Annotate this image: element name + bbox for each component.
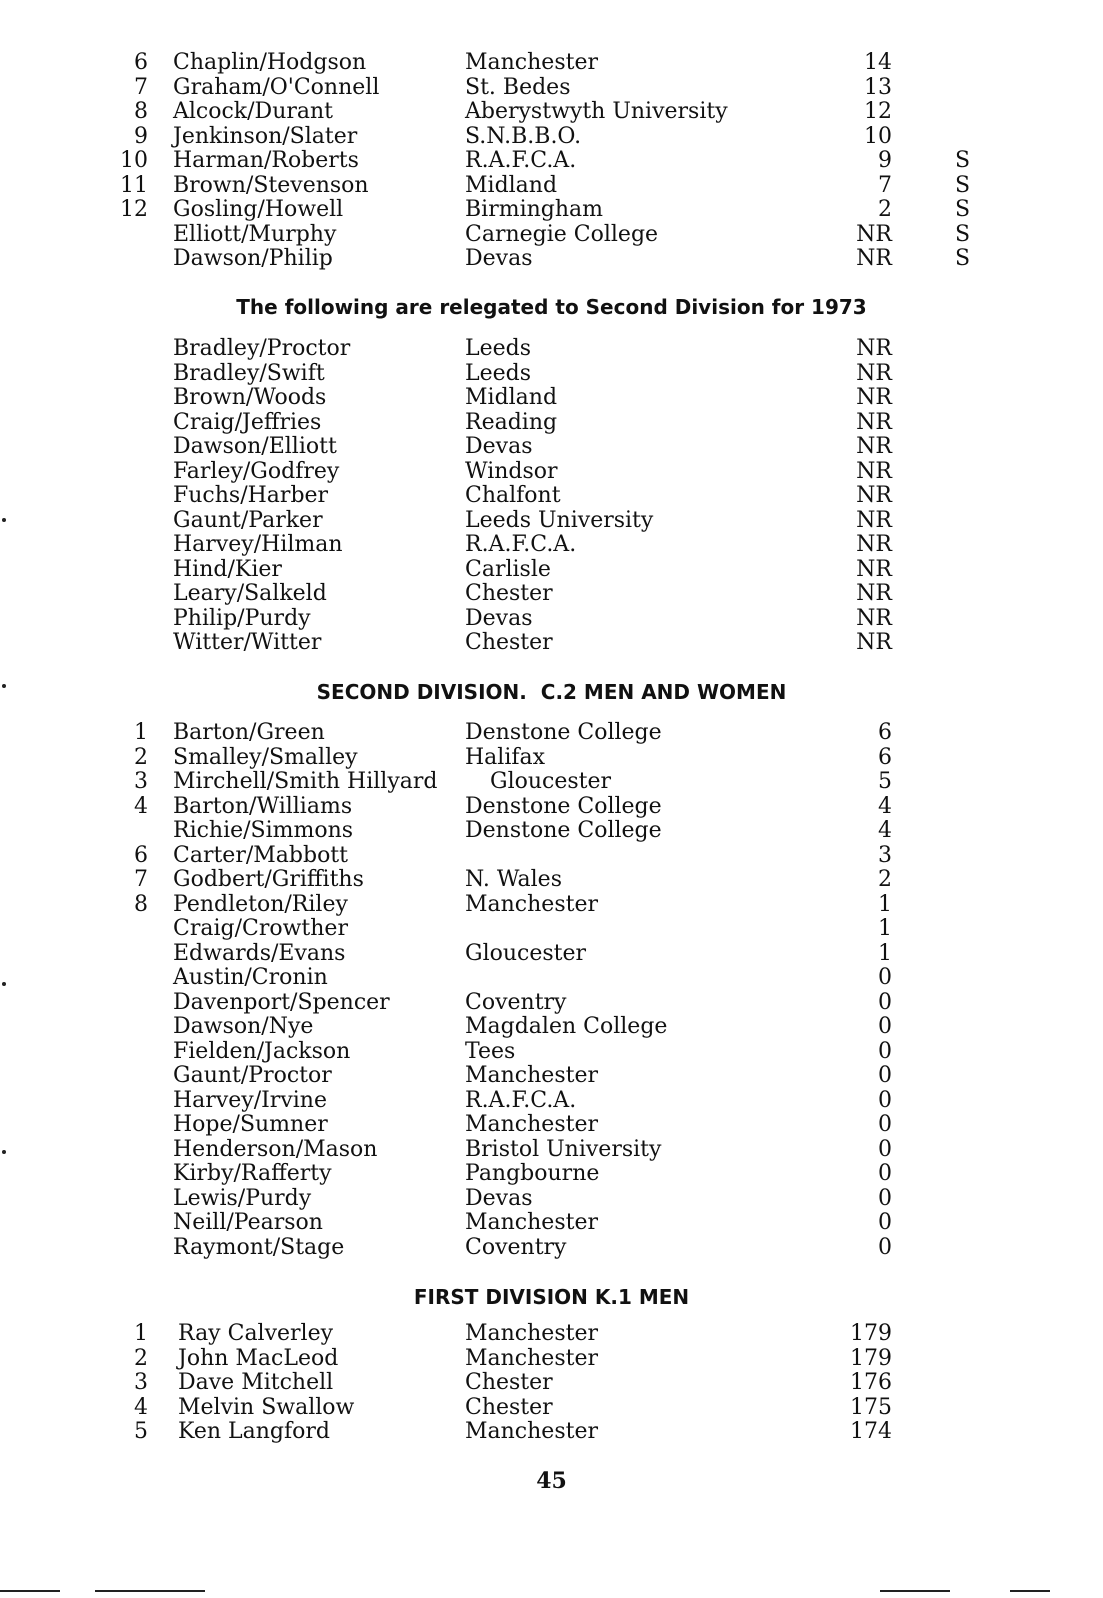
club-name: Coventry (465, 989, 567, 1015)
club-name: R.A.F.C.A. (465, 148, 577, 173)
score: NR (856, 483, 892, 508)
scan-rule (95, 1590, 205, 1592)
table-row (0, 1138, 1103, 1163)
k1-division-table (0, 1322, 1103, 1445)
paddler-name: Ken Langford (178, 1419, 330, 1444)
score: 4 (878, 818, 892, 843)
flag: S (955, 197, 971, 222)
crew-name: Austin/Cronin (173, 965, 328, 990)
crew-name: Brown/Stevenson (173, 172, 369, 198)
club-name: Coventry (465, 1234, 567, 1260)
crew-name: Gaunt/Proctor (173, 1063, 332, 1088)
rank: 1 (134, 720, 148, 745)
club-name: Carlisle (465, 556, 551, 582)
crew-name: Chaplin/Hodgson (173, 50, 367, 75)
score: 0 (878, 1234, 892, 1260)
table-row (0, 868, 1103, 893)
scan-mark (2, 982, 6, 986)
score: 9 (878, 148, 892, 173)
club-name: Gloucester (490, 769, 612, 794)
club-name: Devas (465, 605, 533, 631)
score: 7 (878, 172, 892, 198)
score: NR (856, 221, 892, 247)
rank: 8 (134, 891, 148, 917)
table-row (0, 1371, 1103, 1396)
crew-name: Mirchell/Smith Hillyard (173, 769, 438, 794)
club-name: Tees (465, 1038, 516, 1064)
crew-name: Barton/Williams (173, 793, 353, 819)
club-name: Denstone College (465, 793, 662, 819)
score: 0 (878, 1210, 892, 1235)
score: NR (856, 630, 892, 655)
scan-mark (2, 684, 6, 688)
table-row (0, 770, 1103, 795)
scan-mark (2, 518, 6, 522)
crew-name: Dawson/Nye (173, 1014, 314, 1039)
table-row (0, 198, 1103, 223)
table-row (0, 484, 1103, 509)
score: NR (856, 556, 892, 582)
rank: 7 (134, 74, 148, 100)
crew-name: Harvey/Hilman (173, 532, 343, 557)
table-row (0, 247, 1103, 272)
crew-name: Raymont/Stage (173, 1234, 345, 1260)
club-name: Chalfont (465, 483, 561, 508)
rank: 7 (134, 867, 148, 892)
score: 6 (878, 720, 892, 745)
table-row (0, 411, 1103, 436)
club-name: Denstone College (465, 818, 662, 843)
crew-name: Gaunt/Parker (173, 507, 323, 533)
paddler-name: Ray Calverley (178, 1321, 334, 1346)
table-row (0, 631, 1103, 656)
score: 0 (878, 1161, 892, 1186)
crew-name: Elliott/Murphy (173, 221, 337, 247)
crew-name: Bradley/Proctor (173, 336, 351, 361)
score: 174 (850, 1419, 892, 1444)
club-name: Chester (465, 630, 553, 655)
relegated-heading: The following are relegated to Second Division for 1973 (236, 295, 867, 319)
table-row (0, 125, 1103, 150)
club-name: R.A.F.C.A. (465, 1087, 577, 1113)
table-row (0, 362, 1103, 387)
rank: 2 (134, 744, 148, 770)
table-row (0, 942, 1103, 967)
table-row (0, 1089, 1103, 1114)
score: NR (856, 246, 892, 271)
table-row (0, 1064, 1103, 1089)
score: 12 (864, 99, 892, 124)
score: 0 (878, 1063, 892, 1088)
rank: 4 (134, 793, 148, 819)
crew-name: Edwards/Evans (173, 940, 346, 966)
paddler-name: Dave Mitchell (178, 1370, 334, 1395)
score: 0 (878, 1185, 892, 1211)
table-row (0, 1347, 1103, 1372)
table-row (0, 558, 1103, 583)
crew-name: Dawson/Elliott (173, 434, 337, 459)
second-division-heading: SECOND DIVISION. C.2 MEN AND WOMEN (316, 680, 787, 704)
table-row (0, 795, 1103, 820)
club-name: Aberystwyth University (465, 99, 728, 124)
table-row (0, 966, 1103, 991)
k1-division-heading: FIRST DIVISION K.1 MEN (413, 1285, 690, 1309)
score: 0 (878, 1038, 892, 1064)
crew-name: Alcock/Durant (173, 99, 334, 124)
club-name: S.N.B.B.O. (465, 123, 582, 149)
score: 176 (850, 1370, 892, 1395)
crew-name: Leary/Salkeld (173, 581, 327, 606)
rank: 10 (120, 148, 148, 173)
table-row (0, 1113, 1103, 1138)
flag: S (955, 246, 971, 271)
table-row (0, 607, 1103, 632)
club-name: Halifax (465, 744, 546, 770)
club-name: Midland (465, 385, 558, 410)
score: 4 (878, 793, 892, 819)
club-name: Manchester (465, 1063, 598, 1088)
table-row (0, 819, 1103, 844)
club-name: Devas (465, 434, 533, 459)
paddler-name: John MacLeod (178, 1345, 339, 1371)
crew-name: Harvey/Irvine (173, 1087, 327, 1113)
club-name: Midland (465, 172, 558, 198)
club-name: Leeds (465, 360, 532, 386)
crew-name: Pendleton/Riley (173, 891, 348, 917)
rank: 11 (120, 172, 148, 198)
score: 1 (878, 891, 892, 917)
table-row (0, 1396, 1103, 1421)
table-row (0, 223, 1103, 248)
score: 3 (878, 842, 892, 868)
table-row (0, 460, 1103, 485)
table-row (0, 149, 1103, 174)
score: NR (856, 385, 892, 410)
rank: 1 (134, 1321, 148, 1346)
club-name: Manchester (465, 1112, 598, 1137)
crew-name: Jenkinson/Slater (173, 123, 358, 149)
score: NR (856, 434, 892, 459)
flag: S (955, 172, 971, 198)
table-row (0, 844, 1103, 869)
crew-name: Davenport/Spencer (173, 989, 390, 1015)
score: 0 (878, 1014, 892, 1039)
club-name: St. Bedes (465, 74, 571, 100)
crew-name: Harman/Roberts (173, 148, 359, 173)
table-row (0, 1420, 1103, 1445)
rank: 6 (134, 50, 148, 75)
crew-name: Craig/Crowther (173, 916, 348, 941)
score: 0 (878, 1087, 892, 1113)
score: 175 (850, 1394, 892, 1420)
score: 0 (878, 965, 892, 990)
club-name: Chester (465, 1394, 553, 1420)
rank: 6 (134, 842, 148, 868)
table-row (0, 1015, 1103, 1040)
crew-name: Henderson/Mason (173, 1136, 378, 1162)
flag: S (955, 221, 971, 247)
rank: 3 (134, 769, 148, 794)
score: NR (856, 605, 892, 631)
rank: 12 (120, 197, 148, 222)
crew-name: Bradley/Swift (173, 360, 325, 386)
score: 1 (878, 916, 892, 941)
crew-name: Fielden/Jackson (173, 1038, 351, 1064)
score: 5 (878, 769, 892, 794)
table-row (0, 1236, 1103, 1261)
club-name: Reading (465, 409, 558, 435)
score: NR (856, 507, 892, 533)
page-number: 45 (536, 1468, 567, 1494)
club-name: Manchester (465, 1321, 598, 1346)
club-name: Manchester (465, 1419, 598, 1444)
club-name: Manchester (465, 50, 598, 75)
score: 0 (878, 1112, 892, 1137)
club-name: Windsor (465, 458, 558, 484)
scan-rule (880, 1590, 950, 1592)
crew-name: Graham/O'Connell (173, 74, 380, 100)
crew-name: Hope/Sumner (173, 1112, 328, 1137)
table-row (0, 100, 1103, 125)
scan-mark (2, 1150, 6, 1154)
table-row (0, 174, 1103, 199)
crew-name: Brown/Woods (173, 385, 327, 410)
table-row (0, 51, 1103, 76)
club-name: Chester (465, 581, 553, 606)
crew-name: Hind/Kier (173, 556, 282, 582)
rank: 4 (134, 1394, 148, 1420)
score: 13 (864, 74, 892, 100)
first-division-continued-table (0, 51, 1103, 272)
rank: 3 (134, 1370, 148, 1395)
second-division-table (0, 721, 1103, 1260)
score: 1 (878, 940, 892, 966)
crew-name: Lewis/Purdy (173, 1185, 312, 1211)
club-name: Chester (465, 1370, 553, 1395)
club-name: Manchester (465, 891, 598, 917)
score: 10 (864, 123, 892, 149)
crew-name: Kirby/Rafferty (173, 1161, 332, 1186)
table-row (0, 1211, 1103, 1236)
table-row (0, 991, 1103, 1016)
score: NR (856, 409, 892, 435)
score: 179 (850, 1321, 892, 1346)
table-row (0, 721, 1103, 746)
table-row (0, 386, 1103, 411)
club-name: Leeds (465, 336, 532, 361)
paddler-name: Melvin Swallow (178, 1394, 355, 1420)
table-row (0, 337, 1103, 362)
crew-name: Smalley/Smalley (173, 744, 358, 770)
club-name: Denstone College (465, 720, 662, 745)
crew-name: Dawson/Philip (173, 246, 333, 271)
club-name: Magdalen College (465, 1014, 668, 1039)
flag: S (955, 148, 971, 173)
table-row (0, 1322, 1103, 1347)
crew-name: Carter/Mabbott (173, 842, 348, 868)
table-row (0, 1187, 1103, 1212)
club-name: N. Wales (465, 867, 562, 892)
table-row (0, 582, 1103, 607)
table-row (0, 893, 1103, 918)
crew-name: Farley/Godfrey (173, 458, 340, 484)
club-name: Manchester (465, 1210, 598, 1235)
score: 0 (878, 1136, 892, 1162)
score: NR (856, 458, 892, 484)
score: 6 (878, 744, 892, 770)
club-name: Birmingham (465, 197, 604, 222)
club-name: Leeds University (465, 507, 654, 533)
scan-rule (0, 1590, 60, 1592)
club-name: Devas (465, 246, 533, 271)
relegated-table (0, 337, 1103, 656)
club-name: Carnegie College (465, 221, 659, 247)
club-name: R.A.F.C.A. (465, 532, 577, 557)
table-row (0, 533, 1103, 558)
table-row (0, 76, 1103, 101)
score: NR (856, 581, 892, 606)
score: 2 (878, 867, 892, 892)
score: NR (856, 532, 892, 557)
crew-name: Craig/Jeffries (173, 409, 322, 435)
rank: 2 (134, 1345, 148, 1371)
crew-name: Gosling/Howell (173, 197, 344, 222)
table-row (0, 917, 1103, 942)
crew-name: Philip/Purdy (173, 605, 311, 631)
crew-name: Richie/Simmons (173, 818, 354, 843)
club-name: Pangbourne (465, 1161, 600, 1186)
crew-name: Fuchs/Harber (173, 483, 329, 508)
table-row (0, 509, 1103, 534)
table-row (0, 1040, 1103, 1065)
club-name: Devas (465, 1185, 533, 1211)
table-row (0, 435, 1103, 460)
rank: 5 (134, 1419, 148, 1444)
table-row (0, 746, 1103, 771)
club-name: Manchester (465, 1345, 598, 1371)
crew-name: Witter/Witter (173, 630, 322, 655)
score: 2 (878, 197, 892, 222)
score: NR (856, 336, 892, 361)
score: 0 (878, 989, 892, 1015)
table-row (0, 1162, 1103, 1187)
rank: 9 (134, 123, 148, 149)
rank: 8 (134, 99, 148, 124)
score: NR (856, 360, 892, 386)
scan-rule (1010, 1590, 1050, 1592)
club-name: Bristol University (465, 1136, 662, 1162)
crew-name: Barton/Green (173, 720, 325, 745)
crew-name: Godbert/Griffiths (173, 867, 364, 892)
score: 179 (850, 1345, 892, 1371)
crew-name: Neill/Pearson (173, 1210, 323, 1235)
club-name: Gloucester (465, 940, 587, 966)
score: 14 (864, 50, 892, 75)
